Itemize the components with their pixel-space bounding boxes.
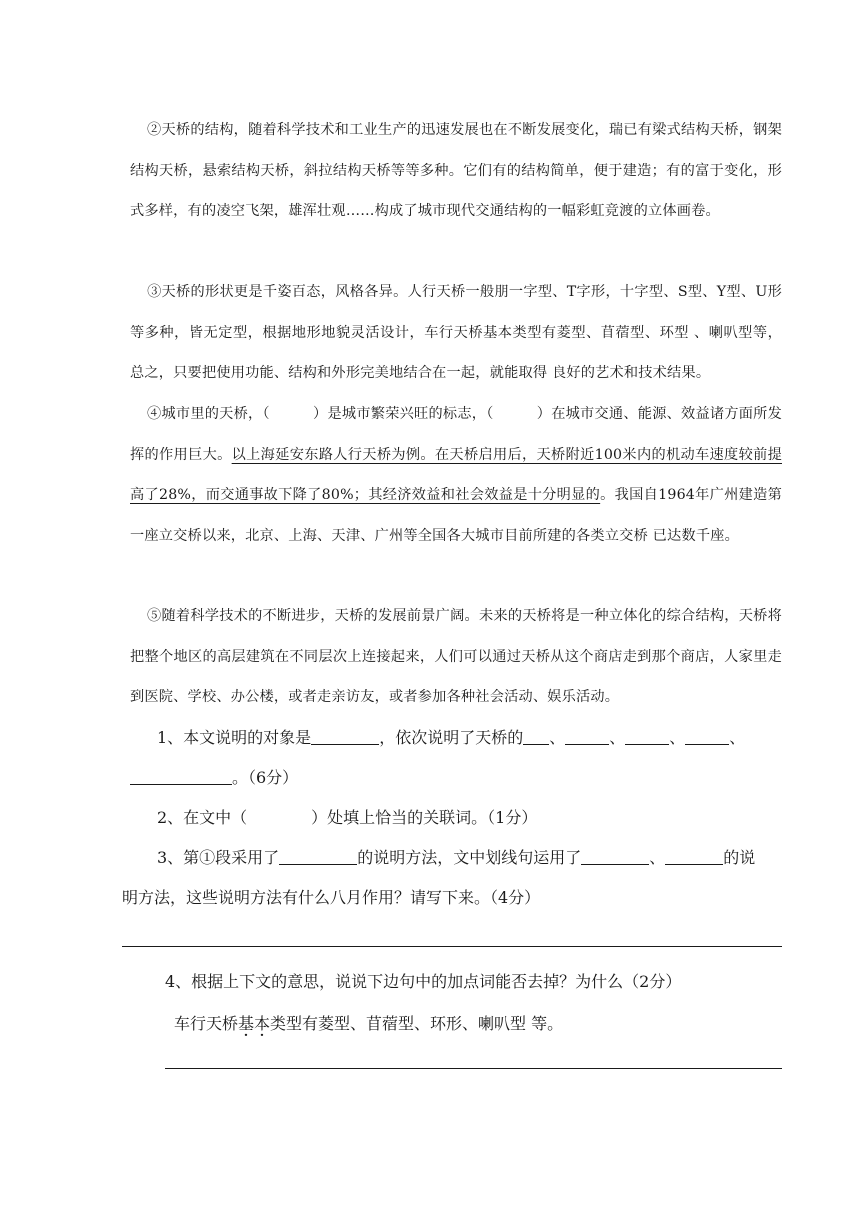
answer-blank[interactable] — [625, 728, 669, 745]
answer-blank[interactable] — [581, 848, 649, 865]
paragraph-3-text: ③天桥的形状更是千姿百态，风格各异。人行天桥一般朋一字型、T字形，十字型、S型、Y型、U形等多种，皆无定型，根据地形地貌灵活设计，车行天桥基本类型有菱型、苜蓿型、环型 、喇叭型等，总之，只要把使用功能、结构和外形完美地结合在一起，就能取得 良好的艺术和技术结果。 — [130, 284, 782, 381]
answer-blank[interactable] — [565, 728, 609, 745]
dotted-word-char: 基 — [238, 1014, 255, 1033]
question-4-sentence — [174, 1004, 563, 1044]
answer-blank[interactable] — [311, 728, 379, 745]
question-3-prefix: 3、第①段采用了 — [157, 848, 280, 867]
question-1-middle: ，依次说明了天桥的 — [379, 728, 524, 747]
dotted-word-char: 本 — [254, 1014, 271, 1033]
sentence-part-a: 车行天桥 — [174, 1014, 239, 1033]
question-3-middle: 的说明方法，文中划线句运用了 — [357, 848, 582, 867]
paragraph-5-text: ⑤随着科学技术的不断进步，天桥的发展前景广阔。未来的天桥将是一种立体化的综合结构，天桥将把整个地区的高层建筑在不同层次上连接起来，人们可以通过天桥从这个商店走到那个商店，人家里走到医院、学校、办公楼，或者走亲访友，或者参加各种社会活动、娱乐活动。 — [130, 608, 782, 705]
question-2-text: 2、在文中（ ）处填上恰当的关联词。（1分） — [157, 808, 538, 827]
paragraph-4-text-a: ④城市里的天桥，（ ）是城市繁荣兴旺的标志，（ ）在城市交通、能源、效益诸方面所发挥的作用巨大。 — [130, 406, 782, 463]
question-1-end: 。（6分） — [232, 768, 299, 787]
separator: 、 — [549, 728, 566, 747]
answer-blank[interactable] — [665, 848, 723, 865]
answer-line[interactable] — [122, 946, 782, 947]
paragraph-2 — [130, 110, 782, 232]
separator: 、 — [649, 848, 666, 867]
answer-blank[interactable] — [523, 728, 549, 745]
question-3-line-2 — [122, 878, 540, 918]
question-3-line-2-text: 明方法，这些说明方法有什么八月作用？请写下来。（4分） — [122, 888, 541, 907]
question-3-suffix: 的说 — [723, 848, 756, 867]
answer-line[interactable] — [165, 1068, 782, 1069]
question-1-line-2 — [130, 758, 298, 798]
question-4 — [165, 962, 681, 1002]
question-1-prefix: 1、本文说明的对象是 — [157, 728, 312, 747]
question-1 — [157, 718, 745, 758]
paragraph-5 — [130, 596, 782, 718]
paragraph-4-text-b: 。我国自1964年广州建造第一座立交桥以来，北京、上海、天津、广州等全国各大城市目前所建的各类立交桥 已达数千座。 — [130, 487, 782, 544]
paragraph-4 — [130, 394, 782, 556]
answer-blank[interactable] — [130, 768, 232, 785]
question-3 — [157, 838, 755, 878]
question-4-text: 4、根据上下文的意思，说说下边句中的加点词能否去掉？为什么（2分） — [165, 972, 682, 991]
answer-blank[interactable] — [279, 848, 357, 865]
answer-blank[interactable] — [685, 728, 729, 745]
separator: 、 — [669, 728, 686, 747]
separator: 、 — [729, 728, 746, 747]
paragraph-3 — [130, 272, 782, 394]
separator: 、 — [609, 728, 626, 747]
sentence-part-b: 类型有菱型、苜蓿型、环形、喇叭型 等。 — [270, 1014, 564, 1033]
question-2 — [157, 798, 537, 838]
paragraph-2-text: ②天桥的结构，随着科学技术和工业生产的迅速发展也在不断发展变化，瑞已有梁式结构天桥，钢架结构天桥，悬索结构天桥，斜拉结构天桥等等多种。它们有的结构简单，便于建造；有的富于变化，形式多样，有的凌空飞架，雄浑壮观……构成了城市现代交通结构的一幅彩虹竞渡的立体画卷。 — [130, 122, 782, 219]
underlined-sentence: 以上海延安东路人行天桥为例。在天桥启用后，天桥附近100米内的机动车速度较前提高了28%，而交通事故下降了80%；其经济效益和社会效益是十分明显的 — [130, 446, 782, 503]
